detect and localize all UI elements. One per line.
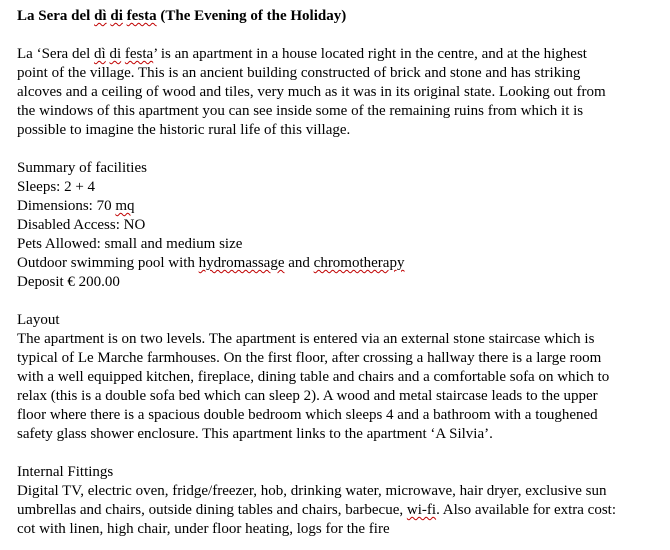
title-text: La Sera del (17, 8, 95, 24)
spellcheck-word: chromotherapy (313, 255, 405, 271)
intro-paragraph (17, 45, 662, 140)
fittings-heading: Internal Fittings (17, 464, 114, 480)
fittings-text: umbrellas and chairs, outside dining tables and chairs, barbecue, (17, 502, 407, 518)
fittings-line: cot with linen, high chair, under floor heating, logs for the fire (17, 521, 390, 537)
spellcheck-word: festa (126, 8, 157, 24)
spellcheck-word: dì (94, 46, 106, 62)
document-title (17, 7, 662, 26)
fittings-text: . Also available for extra cost: (436, 502, 617, 518)
summary-text: Outdoor swimming pool with (17, 255, 199, 271)
paragraph-gap (17, 444, 662, 463)
intro-text: La ‘Sera del (17, 46, 95, 62)
summary-heading: Summary of facilities (17, 160, 147, 176)
title-text: (The Evening of the Holiday) (156, 8, 347, 24)
spellcheck-word: mq (115, 198, 135, 214)
paragraph-gap (17, 26, 662, 45)
fittings-line (17, 501, 662, 520)
summary-section (17, 159, 662, 292)
spellcheck-word: hydromassage (198, 255, 285, 271)
spellcheck-word: di (109, 46, 122, 62)
layout-line: floor where there is a spacious double bedroom which sleeps 4 and a bathroom with a toughened (17, 407, 598, 423)
summary-dimensions (17, 197, 662, 216)
fittings-line: Digital TV, electric oven, fridge/freezer, hob, drinking water, microwave, hair dryer, exclusive sun (17, 483, 607, 499)
layout-section (17, 311, 662, 444)
summary-text: Dimensions: 70 (17, 198, 116, 214)
intro-text: ’ is an apartment in a house located right in the centre, and at the highest (153, 46, 587, 62)
layout-line: safety glass shower enclosure. This apartment links to the apartment ‘A Silvia’. (17, 426, 493, 442)
layout-heading: Layout (17, 312, 60, 328)
spellcheck-word: dì (94, 8, 107, 24)
spellcheck-word: festa (124, 46, 154, 62)
summary-pets: Pets Allowed: small and medium size (17, 236, 243, 252)
summary-deposit: Deposit € 200.00 (17, 274, 120, 290)
paragraph-gap (17, 292, 662, 311)
intro-line: the windows of this apartment you can see inside some of the remaining ruins from which it is (17, 103, 584, 119)
intro-line: possible to imagine the historic rural life of this village. (17, 122, 351, 138)
spellcheck-word: wi-fi (406, 502, 437, 518)
fittings-section (17, 463, 662, 539)
layout-line: relax (this is a double sofa bed which can sleep 2). A wood and metal staircase leads to the upper (17, 388, 598, 404)
layout-line: typical of Le Marche farmhouses. On the first floor, after crossing a hallway there is a large room (17, 350, 602, 366)
layout-line: with a well equipped kitchen, fireplace, dining table and chairs and a comfortable sofa on which to (17, 369, 610, 385)
layout-line: The apartment is on two levels. The apartment is entered via an external stone staircase which is (17, 331, 595, 347)
intro-line (17, 45, 662, 64)
summary-pool (17, 254, 662, 273)
summary-disabled-access: Disabled Access: NO (17, 217, 146, 233)
paragraph-gap (17, 140, 662, 159)
summary-sleeps: Sleeps: 2 + 4 (17, 179, 96, 195)
summary-text: and (284, 255, 314, 271)
intro-line: point of the village. This is an ancient building constructed of brick and stone and has striking (17, 65, 581, 81)
spellcheck-word: di (110, 8, 123, 24)
intro-line: alcoves and a ceiling of wood and tiles, very much as it was in its original state. Looking out from (17, 84, 606, 100)
